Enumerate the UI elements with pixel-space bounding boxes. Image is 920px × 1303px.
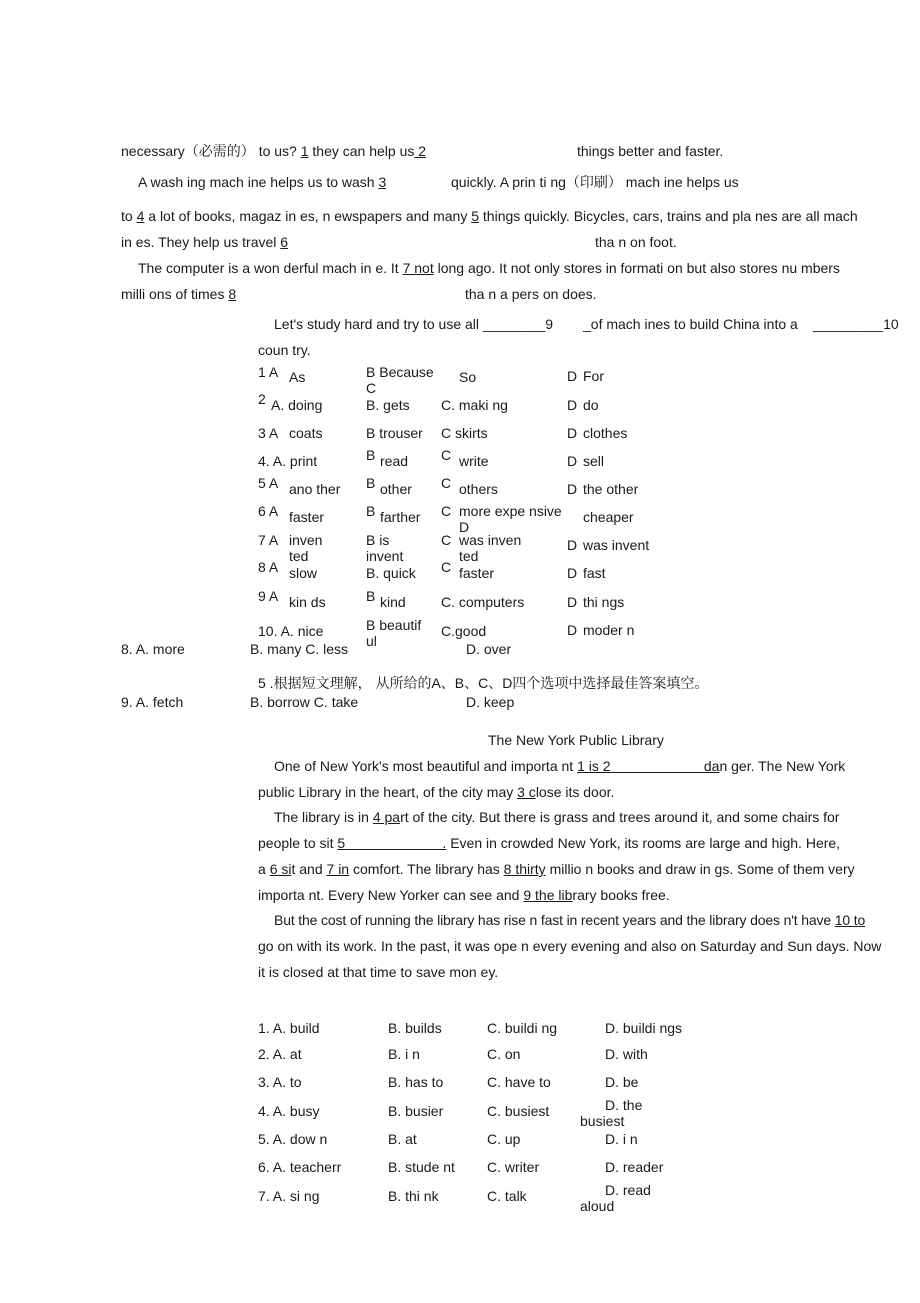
- passage2-line3: [274, 809, 839, 825]
- option-number: 8 A: [258, 559, 279, 575]
- passage1-line7: Let's study hard and try to use all ________9: [274, 316, 553, 332]
- option-d: sell: [583, 453, 605, 469]
- option-number: 7 A: [258, 532, 279, 548]
- passage2-line2: [258, 784, 614, 800]
- option-b: B. gets: [366, 397, 410, 413]
- passage1-line1: [121, 143, 426, 159]
- blank-4: 4 pa: [372, 809, 401, 825]
- blank-5: 5 .: [337, 835, 447, 851]
- option-d: was invent: [583, 537, 650, 553]
- option-a: As: [289, 369, 306, 385]
- text: in es. They help us travel: [121, 234, 281, 250]
- text: was inven: [459, 532, 522, 548]
- blank-3: 3 c: [517, 784, 536, 800]
- blank-3: 3: [378, 174, 387, 190]
- text: The library is in: [274, 809, 373, 825]
- passage1-line7-mid: _of mach ines to build China into a: [583, 316, 798, 332]
- passage1-line8: coun try.: [258, 342, 311, 358]
- text: B Because: [366, 364, 434, 380]
- passage1-line7-end: _________10: [813, 316, 899, 332]
- option-d: D. buildi ngs: [605, 1020, 683, 1036]
- blank-7: 7 not: [402, 260, 434, 276]
- option-b: read: [380, 453, 409, 469]
- option-c: C.good: [441, 623, 487, 639]
- text: C: [366, 380, 377, 396]
- blank-6: 6 si: [269, 861, 292, 877]
- text: long ago. It not only stores in formati on but also stores nu mbers: [433, 260, 840, 276]
- option-b: B. i n: [388, 1046, 420, 1062]
- blank-8: 8: [228, 286, 237, 302]
- text: importa nt. Every New Yorker can see and: [258, 887, 524, 903]
- option-b: B. quick: [366, 565, 416, 581]
- text: B is: [366, 532, 390, 548]
- stray-row-8-a: 8. A. more: [121, 641, 185, 657]
- option-d: thi ngs: [583, 594, 625, 610]
- passage1-line3: [121, 208, 858, 224]
- passage1-line6: [121, 286, 236, 302]
- option-c: [459, 532, 522, 564]
- text: rt of the city. But there is grass and trees around it, and some chairs for: [400, 809, 840, 825]
- passage1-line1-end: things better and faster.: [577, 143, 724, 159]
- option-d: D. with: [605, 1046, 648, 1062]
- text: to: [121, 208, 137, 224]
- option-number: 6 A: [258, 503, 279, 519]
- passage2-line9: it is closed at that time to save mon ey.: [258, 964, 499, 980]
- option-number: 5 A: [258, 475, 279, 491]
- option-d: For: [583, 368, 604, 384]
- option-b: B. builds: [388, 1020, 442, 1036]
- d-marker: D: [567, 368, 578, 384]
- option-a: coats: [289, 425, 323, 441]
- option-d: fast: [583, 565, 606, 581]
- option-c: C. writer: [487, 1159, 540, 1175]
- text: more expe nsive: [459, 503, 562, 519]
- option-b: [366, 617, 422, 649]
- text: But the cost of running the library has rise n fast in recent years and the library does n't have: [274, 912, 835, 928]
- text: busiest: [580, 1113, 625, 1129]
- passage2-line1: [274, 758, 845, 774]
- option-number: 9 A: [258, 588, 279, 604]
- option-b: kind: [380, 594, 406, 610]
- blank-2: 2: [414, 143, 427, 159]
- text: A wash ing mach ine helps us to wash: [138, 174, 379, 190]
- d-marker: D: [567, 565, 578, 581]
- passage1-line4-end: tha n on foot.: [595, 234, 677, 250]
- option-c-label: C: [441, 503, 452, 519]
- passage2-title: The New York Public Library: [488, 732, 664, 748]
- text: a lot of books, magaz in es, n ewspapers and many: [144, 208, 472, 224]
- stray-row-8-d: D. over: [466, 641, 512, 657]
- option-a: faster: [289, 509, 325, 525]
- text: ul: [366, 633, 377, 649]
- option-c: others: [459, 481, 498, 497]
- option-c: C. busiest: [487, 1103, 550, 1119]
- option-d: cheaper: [583, 509, 634, 525]
- option-b: other: [380, 481, 412, 497]
- option-b-label: B: [366, 588, 376, 604]
- option-a: [289, 532, 323, 564]
- stray-row-8-b: B. many C. less: [250, 641, 349, 657]
- d-marker: D: [567, 481, 578, 497]
- stray-row-9-d: D. keep: [466, 694, 515, 710]
- option-a: 1. A. build: [258, 1020, 320, 1036]
- option-b: B trouser: [366, 425, 423, 441]
- text: ted: [459, 548, 479, 564]
- option-d: do: [583, 397, 599, 413]
- option-d: moder n: [583, 622, 635, 638]
- option-number: 2: [258, 391, 266, 407]
- option-c: C. on: [487, 1046, 521, 1062]
- option-number: 4. A. print: [258, 453, 318, 469]
- passage2-line7: [274, 912, 865, 928]
- blank-8: 8 thirty: [503, 861, 546, 877]
- passage1-line5: [138, 260, 840, 276]
- option-b: [366, 532, 404, 564]
- option-a: 6. A. teacherr: [258, 1159, 342, 1175]
- passage1-line2-end: quickly. A prin ti ng（印刷） mach ine helps us: [451, 174, 739, 190]
- d-marker: D: [567, 537, 578, 553]
- option-d: the other: [583, 481, 639, 497]
- option-number: 10. A. nice: [258, 623, 324, 639]
- option-a: 4. A. busy: [258, 1103, 320, 1119]
- blank-1-2: 1 is 2 da: [577, 758, 720, 774]
- option-d: [580, 1182, 670, 1214]
- option-c: C. computers: [441, 594, 525, 610]
- option-a: A. doing: [271, 397, 323, 413]
- text: comfort. The library has: [349, 861, 504, 877]
- option-b: [366, 364, 434, 396]
- passage1-line6-end: tha n a pers on does.: [465, 286, 597, 302]
- option-c: C. talk: [487, 1188, 527, 1204]
- text: public Library in the heart, of the city may: [258, 784, 518, 800]
- option-number: 3 A: [258, 425, 279, 441]
- passage2-line6: [258, 887, 670, 903]
- text: millio n books and draw in gs. Some of them very: [545, 861, 855, 877]
- passage2-line5: [258, 861, 855, 877]
- blank-9: 9 the lib: [523, 887, 573, 903]
- text: The computer is a won derful mach in e. It: [138, 260, 403, 276]
- option-c: C. up: [487, 1131, 521, 1147]
- option-a: ano ther: [289, 481, 341, 497]
- text: ted: [289, 548, 309, 564]
- option-a: slow: [289, 565, 318, 581]
- stray-row-9-b: B. borrow C. take: [250, 694, 359, 710]
- passage1-line2: [138, 174, 386, 190]
- option-c-label: C: [441, 447, 452, 463]
- option-d: D. i n: [605, 1131, 638, 1147]
- d-marker: D: [567, 453, 578, 469]
- text: a: [258, 861, 270, 877]
- text: Even in crowded New York, its rooms are large and high. Here,: [446, 835, 841, 851]
- text: D. read: [605, 1182, 651, 1198]
- blank-7: 7 in: [326, 861, 350, 877]
- option-c: write: [459, 453, 489, 469]
- option-b: farther: [380, 509, 421, 525]
- text: lose its door.: [535, 784, 615, 800]
- option-c-label: C: [441, 475, 452, 491]
- text: One of New York's most beautiful and importa nt: [274, 758, 578, 774]
- option-b: B. has to: [388, 1074, 444, 1090]
- option-c: C skirts: [441, 425, 488, 441]
- option-a: 5. A. dow n: [258, 1131, 328, 1147]
- text: things quickly. Bicycles, cars, trains and pla nes are all mach: [479, 208, 858, 224]
- instruction: 5 .根据短文理解， 从所给的A、B、C、D四个选项中选择最佳答案填空。: [258, 675, 709, 691]
- option-c: C. buildi ng: [487, 1020, 558, 1036]
- option-d: [580, 1097, 670, 1129]
- text: D: [459, 519, 470, 535]
- option-d: D. reader: [605, 1159, 664, 1175]
- text: rary books free.: [572, 887, 670, 903]
- text: inven: [289, 532, 323, 548]
- passage1-line4: [121, 234, 288, 250]
- blank-5: 5: [471, 208, 480, 224]
- option-c: So: [459, 369, 477, 385]
- text: necessary（必需的） to us?: [121, 143, 301, 159]
- option-a: 7. A. si ng: [258, 1188, 320, 1204]
- option-b-label: B: [366, 475, 376, 491]
- option-b: B. busier: [388, 1103, 444, 1119]
- stray-row-9-a: 9. A. fetch: [121, 694, 184, 710]
- blank-1: 1: [300, 143, 309, 159]
- text: D. the: [605, 1097, 643, 1113]
- blank-4: 4: [136, 208, 145, 224]
- option-c: faster: [459, 565, 495, 581]
- text: people to sit: [258, 835, 338, 851]
- option-c: C. have to: [487, 1074, 551, 1090]
- text: milli ons of times: [121, 286, 229, 302]
- option-a: kin ds: [289, 594, 326, 610]
- option-c: [459, 503, 562, 535]
- option-d: clothes: [583, 425, 628, 441]
- d-marker: D: [567, 594, 578, 610]
- option-b-label: B: [366, 503, 376, 519]
- blank-6: 6: [280, 234, 289, 250]
- option-c-label: C: [441, 559, 452, 575]
- text: they can help us: [308, 143, 415, 159]
- passage2-line4: [258, 835, 840, 851]
- text: aloud: [580, 1198, 615, 1214]
- option-a: 2. A. at: [258, 1046, 302, 1062]
- blank-10: 10 to: [834, 912, 866, 928]
- text: invent: [366, 548, 404, 564]
- option-b: B. at: [388, 1131, 417, 1147]
- option-d: D. be: [605, 1074, 639, 1090]
- option-a: 3. A. to: [258, 1074, 302, 1090]
- d-marker: D: [567, 622, 578, 638]
- text: t and: [291, 861, 327, 877]
- d-marker: D: [567, 397, 578, 413]
- passage2-line8: go on with its work. In the past, it was ope n every evening and also on Saturday and Sun days. Now: [258, 938, 882, 954]
- option-c-label: C: [441, 532, 452, 548]
- text: n ger. The New York: [719, 758, 846, 774]
- option-number: 1 A: [258, 364, 279, 380]
- option-b: B. stude nt: [388, 1159, 455, 1175]
- d-marker: D: [567, 425, 578, 441]
- option-c: C. maki ng: [441, 397, 508, 413]
- text: B beautif: [366, 617, 422, 633]
- option-b: B. thi nk: [388, 1188, 439, 1204]
- option-b-label: B: [366, 447, 376, 463]
